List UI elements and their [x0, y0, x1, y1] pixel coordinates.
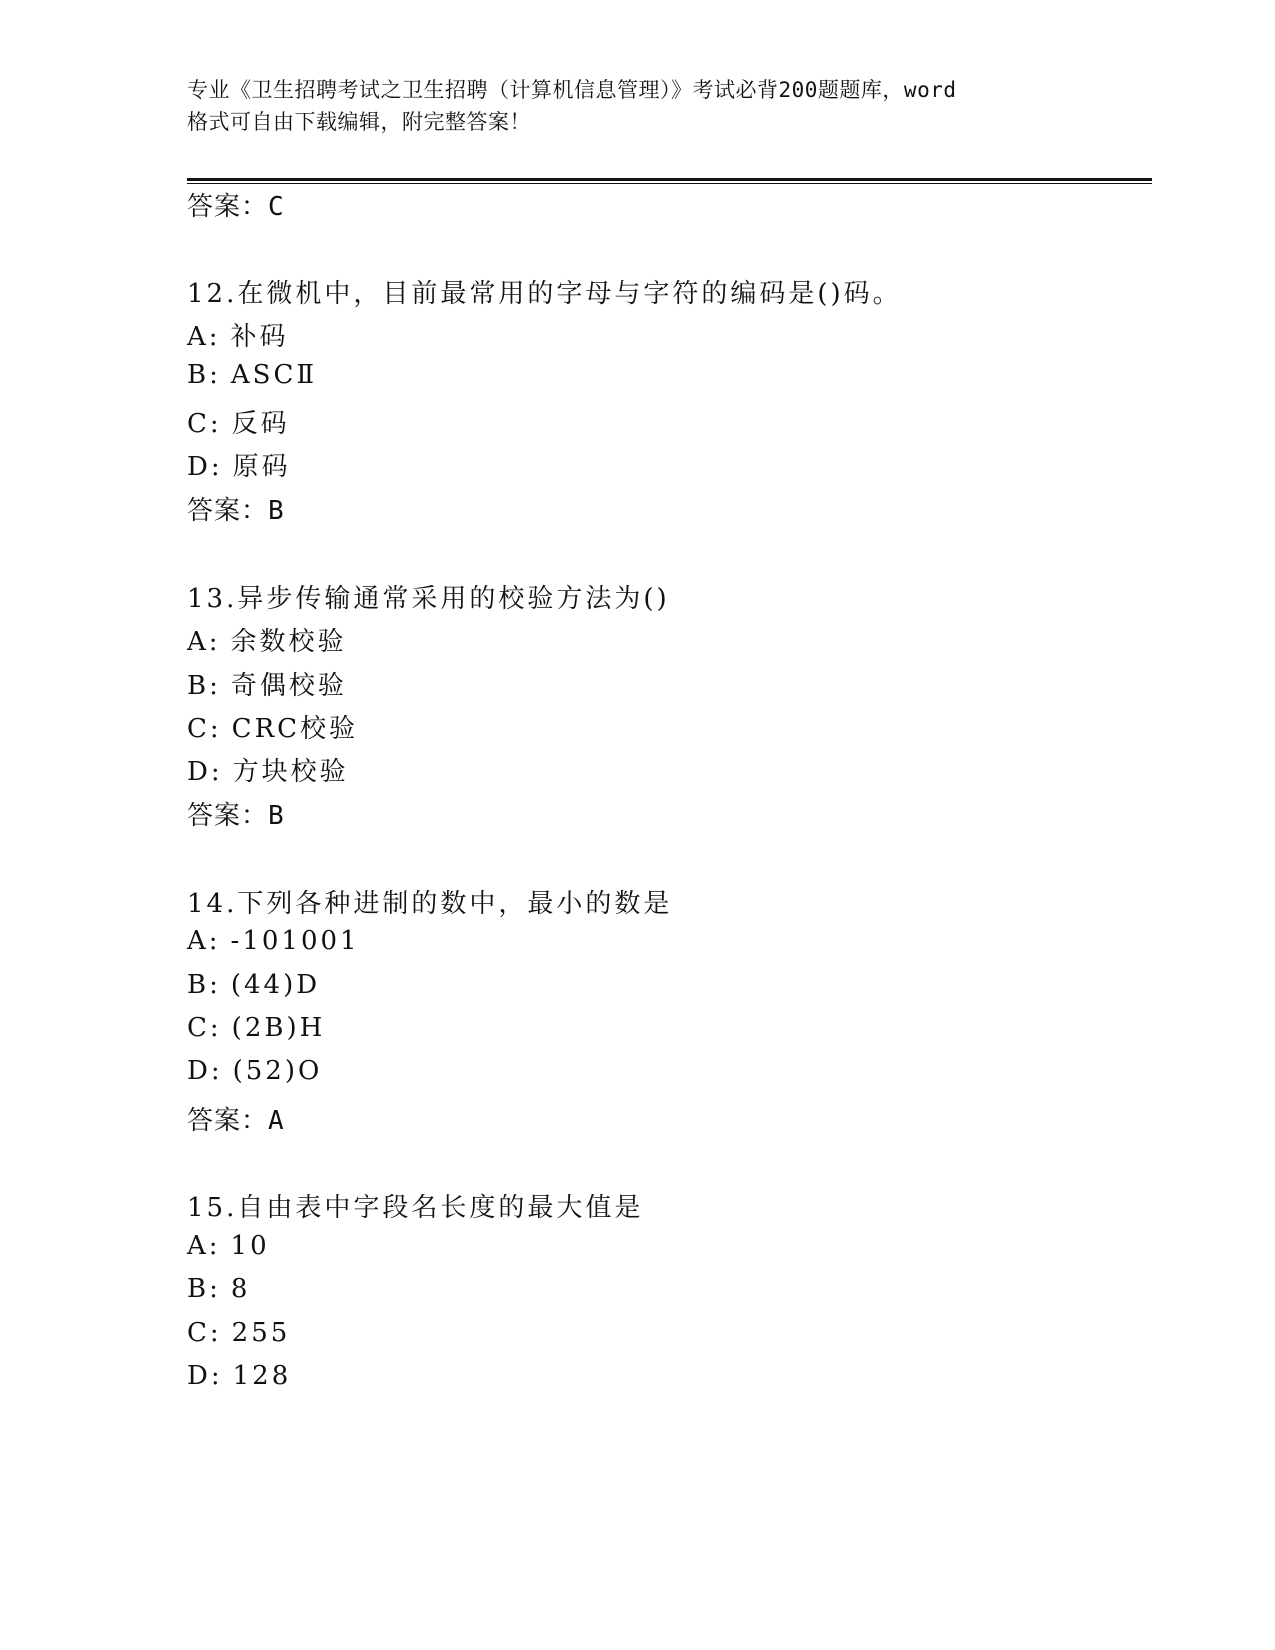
option-key: C — [187, 1318, 210, 1348]
option-text: (2B)H — [231, 1013, 326, 1043]
option-key: A — [187, 322, 209, 352]
option-text: 补码 — [230, 322, 289, 352]
option-c — [187, 403, 290, 440]
option-separator: : — [209, 714, 222, 744]
option-c — [187, 1318, 290, 1348]
option-text: (52)O — [232, 1056, 323, 1086]
option-a — [187, 621, 347, 658]
option-text: -101001 — [230, 926, 360, 956]
option-separator: : — [208, 322, 221, 352]
option-text: 8 — [230, 1274, 251, 1304]
answer-label: 答案：A — [187, 1106, 285, 1136]
previous-answer: 答案：C — [187, 192, 285, 222]
option-separator: : — [208, 926, 221, 956]
option-b — [187, 360, 317, 390]
option-b — [187, 970, 320, 1000]
option-key: C — [187, 714, 210, 744]
option-b — [187, 665, 347, 702]
option-c — [187, 1013, 325, 1043]
option-key: C — [187, 409, 210, 439]
option-separator: : — [209, 1318, 222, 1348]
option-text: 奇偶校验 — [230, 671, 347, 701]
option-separator: : — [208, 1231, 221, 1261]
option-separator: : — [210, 452, 223, 482]
option-text: 方块校验 — [232, 757, 349, 787]
option-key: D — [187, 1361, 211, 1391]
option-key: B — [187, 970, 210, 1000]
option-b — [187, 1274, 250, 1304]
question-stem: 15.自由表中字段名长度的最大值是 — [187, 1193, 644, 1223]
header-divider-thin — [187, 183, 1152, 184]
option-key: D — [187, 452, 211, 482]
option-key: B — [187, 360, 210, 390]
option-separator: : — [210, 757, 223, 787]
option-a — [187, 1231, 270, 1261]
header-line-2: 格式可自由下载编辑，附完整答案！ — [187, 110, 531, 134]
option-text: ASCⅡ — [230, 360, 318, 390]
option-text: 128 — [232, 1361, 292, 1391]
option-separator: : — [209, 409, 222, 439]
option-separator: : — [210, 1056, 223, 1086]
option-key: D — [187, 1056, 211, 1086]
option-text: CRC校验 — [231, 714, 359, 744]
option-key: A — [187, 926, 209, 956]
option-text: 余数校验 — [230, 627, 347, 657]
option-key: A — [187, 1231, 209, 1261]
option-c — [187, 708, 358, 745]
document-header — [187, 74, 1087, 138]
option-text: 反码 — [231, 409, 290, 439]
header-divider-thick — [187, 178, 1152, 181]
question-stem: 13.异步传输通常采用的校验方法为() — [187, 584, 670, 614]
option-key: A — [187, 627, 209, 657]
option-key: C — [187, 1013, 210, 1043]
option-d — [187, 751, 349, 788]
header-line-1: 专业《卫生招聘考试之卫生招聘（计算机信息管理）》考试必背200题题库，word — [187, 78, 957, 102]
answer-label: 答案：B — [187, 801, 285, 831]
option-text: (44)D — [230, 970, 321, 1000]
question-stem: 14.下列各种进制的数中，最小的数是 — [187, 889, 673, 919]
option-text: 原码 — [232, 452, 291, 482]
option-key: B — [187, 671, 210, 701]
answer-label: 答案：B — [187, 496, 285, 526]
option-key: B — [187, 1274, 210, 1304]
option-text: 255 — [231, 1318, 291, 1348]
option-d — [187, 446, 291, 483]
option-d — [187, 1056, 322, 1086]
option-a — [187, 316, 289, 353]
option-separator: : — [209, 671, 221, 701]
option-a — [187, 926, 360, 956]
option-separator: : — [209, 1013, 222, 1043]
option-separator: : — [210, 1361, 223, 1391]
option-text: 10 — [230, 1231, 270, 1261]
option-d — [187, 1361, 291, 1391]
option-separator: : — [208, 627, 221, 657]
option-key: D — [187, 757, 211, 787]
option-separator: : — [209, 970, 221, 1000]
option-separator: : — [209, 1274, 221, 1304]
option-separator: : — [209, 360, 221, 390]
question-stem: 12.在微机中，目前最常用的字母与字符的编码是()码。 — [187, 279, 902, 309]
